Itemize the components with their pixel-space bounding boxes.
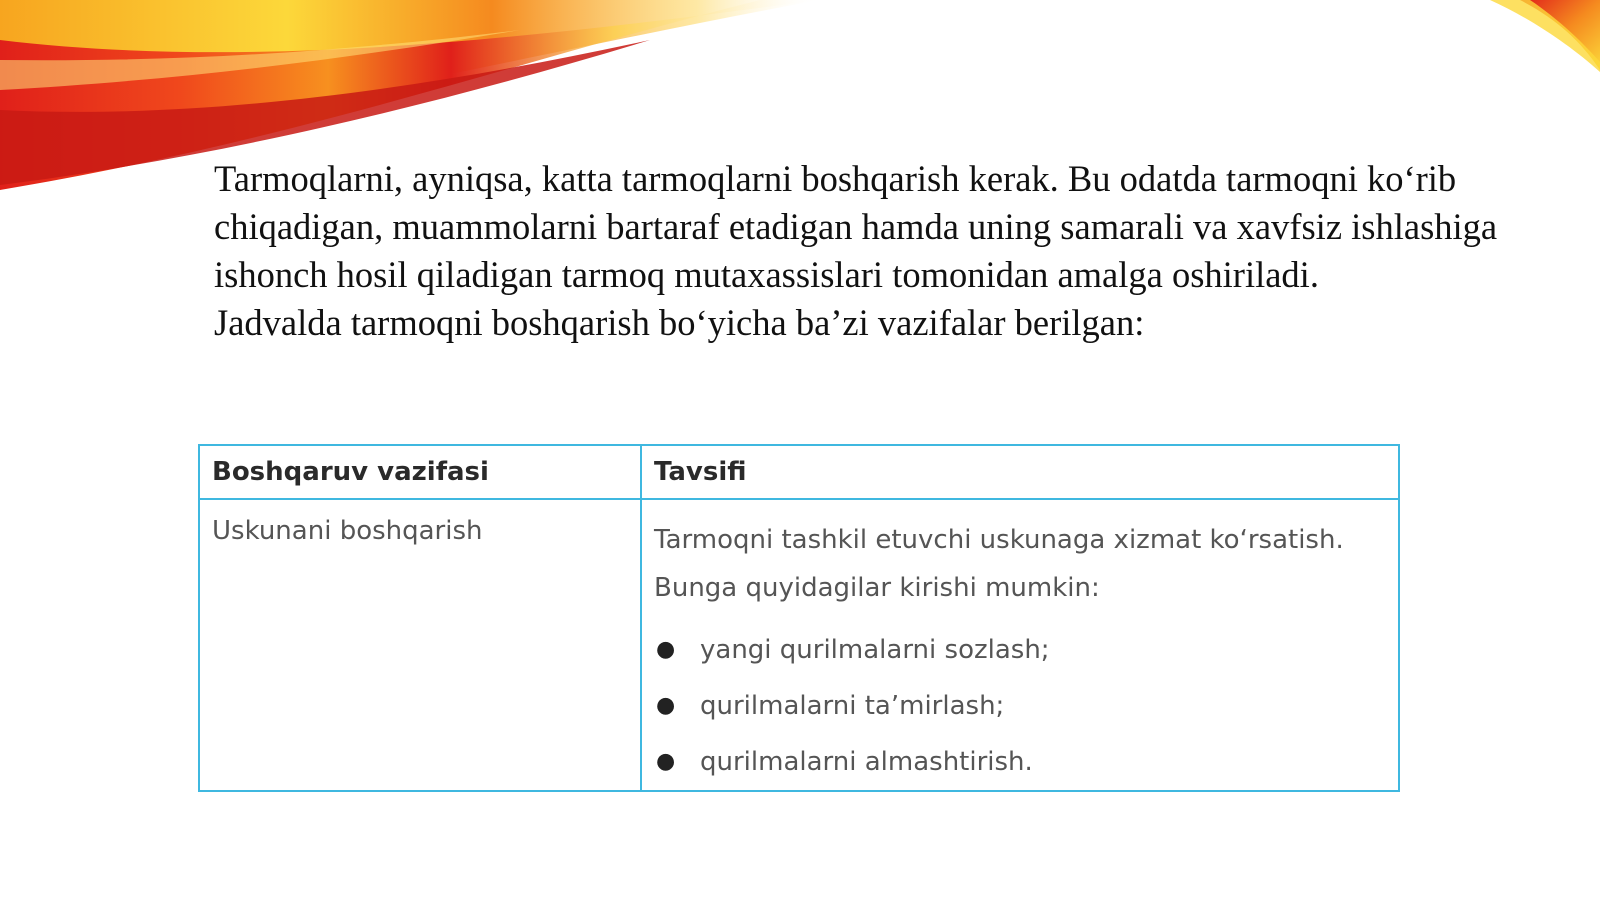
bullet-text: yangi qurilmalarni sozlash; [700, 635, 1050, 665]
bullet-text: qurilmalarni almashtirish. [700, 747, 1033, 777]
bullet-icon: ● [656, 749, 676, 774]
cell-description [641, 499, 1399, 791]
bullet-icon: ● [656, 637, 676, 662]
list-item [654, 678, 1386, 734]
list-item [654, 622, 1386, 678]
body-text [214, 155, 1574, 347]
cell-task: Uskunani boshqarish [199, 499, 641, 791]
bullet-text: qurilmalarni ta’mirlash; [700, 691, 1005, 721]
bullet-list [654, 622, 1386, 790]
table-intro-paragraph: Jadvalda tarmoqni boshqarish bo‘yicha ba’zi vazifalar berilgan: [214, 302, 1145, 343]
header-description: Tavsifi [641, 445, 1399, 499]
description-line: Bunga quyidagilar kirishi mumkin: [654, 573, 1100, 603]
description-line: Tarmoqni tashkil etuvchi uskunaga xizmat ko‘rsatish. [654, 525, 1344, 555]
header-task: Boshqaruv vazifasi [199, 445, 641, 499]
list-item [654, 734, 1386, 790]
management-tasks-table [198, 444, 1400, 792]
bullet-icon: ● [656, 693, 676, 718]
intro-paragraph: Tarmoqlarni, ayniqsa, katta tarmoqlarni boshqarish kerak. Bu odatda tarmoqni ko‘rib chiqadigan, muammolarni bartaraf etadigan hamda uning samarali va xavfsiz ishlashiga ishonch hosil qiladigan tarmoq mutaxassislari tomonidan amalga oshiriladi. [214, 158, 1498, 295]
table-row [199, 499, 1399, 791]
table-header-row [199, 445, 1399, 499]
